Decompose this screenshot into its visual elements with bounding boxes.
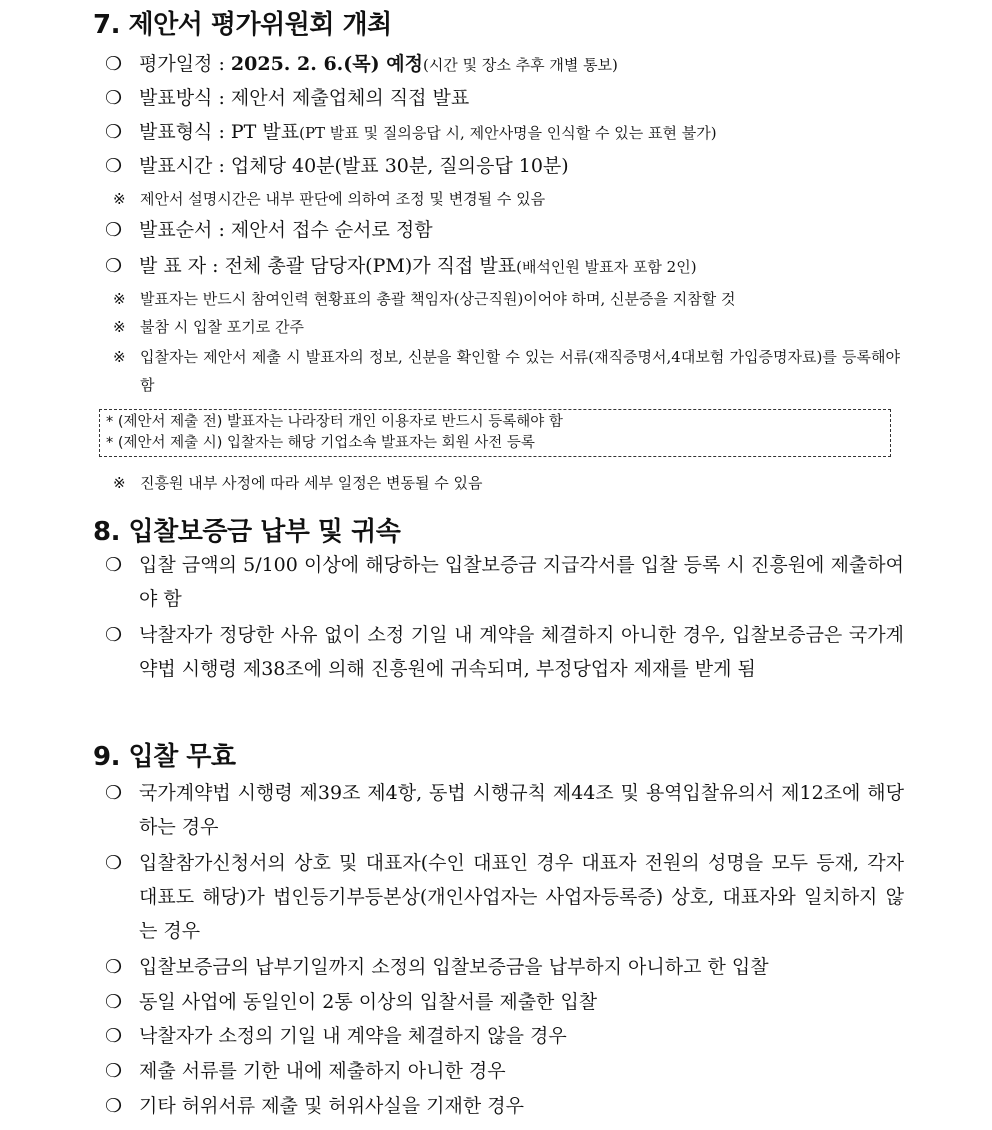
item-main-text: 평가일정 : 2025. 2. 6.(목) 예정 bbox=[139, 53, 423, 75]
notice-line: * (제안서 제출 전) 발표자는 나라장터 개인 이용자로 반드시 등록해야 함 bbox=[106, 414, 563, 430]
note-text: 입찰자는 제안서 제출 시 발표자의 정보, 신분을 확인할 수 있는 서류(재직증명서,4대보험 가입증명자료)를 등록해야 함 bbox=[140, 348, 900, 394]
item-main-text: 발 표 자 : 전체 총괄 담당자(PM)가 직접 발표 bbox=[139, 255, 517, 277]
reference-mark-icon: ※ bbox=[113, 290, 126, 308]
item-invalid-false-documents bbox=[105, 1089, 904, 1123]
item-invalid-law bbox=[105, 776, 904, 844]
bullet-icon: ❍ bbox=[105, 991, 123, 1013]
reference-mark-icon: ※ bbox=[113, 348, 126, 366]
bullet-icon: ❍ bbox=[105, 87, 123, 109]
item-note-text: (시간 및 장소 추후 개별 통보) bbox=[422, 56, 618, 74]
notice-line: * (제안서 제출 시) 입찰자는 해당 기업소속 발표자는 회원 사전 등록 bbox=[106, 435, 535, 451]
item-presentation-format bbox=[105, 115, 904, 150]
item-main-text: 발표순서 : 제안서 접수 순서로 정함 bbox=[139, 219, 433, 241]
bullet-icon: ❍ bbox=[105, 554, 123, 576]
item-invalid-bond-unpaid bbox=[105, 950, 904, 984]
registration-notice-box bbox=[99, 409, 891, 457]
bullet-icon: ❍ bbox=[105, 155, 123, 177]
item-note-text: (배석인원 발표자 포함 2인) bbox=[516, 258, 697, 276]
item-presentation-order bbox=[105, 213, 904, 247]
item-main-text: 발표방식 : 제안서 제출업체의 직접 발표 bbox=[139, 87, 470, 109]
reference-mark-icon: ※ bbox=[113, 318, 126, 336]
item-text: 국가계약법 시행령 제39조 제4항, 동법 시행규칙 제44조 및 용역입찰유의서 제12조에 해당하는 경우 bbox=[139, 782, 904, 838]
bullet-icon: ❍ bbox=[105, 53, 123, 75]
item-main-text: 발표형식 : PT 발표 bbox=[139, 121, 300, 143]
bullet-icon: ❍ bbox=[105, 121, 123, 143]
bullet-icon: ❍ bbox=[105, 852, 123, 874]
item-text: 입찰참가신청서의 상호 및 대표자(수인 대표인 경우 대표자 전원의 성명을 모두 등재, 각자 대표도 해당)가 법인등기부등본상(개인사업자는 사업자등록증) 상호, 대표자와 일치하지 않는 경우 bbox=[139, 852, 904, 942]
note-text: 불참 시 입찰 포기로 간주 bbox=[140, 318, 304, 336]
note-text: 제안서 설명시간은 내부 판단에 의하여 조정 및 변경될 수 있음 bbox=[140, 190, 546, 208]
item-evaluation-date bbox=[105, 47, 904, 82]
reference-mark-icon: ※ bbox=[113, 474, 126, 492]
item-text: 낙찰자가 소정의 기일 내 계약을 체결하지 않을 경우 bbox=[139, 1025, 567, 1047]
item-text: 입찰보증금의 납부기일까지 소정의 입찰보증금을 납부하지 아니하고 한 입찰 bbox=[139, 956, 769, 978]
bullet-icon: ❍ bbox=[105, 255, 123, 277]
item-presentation-method bbox=[105, 81, 904, 115]
bullet-icon: ❍ bbox=[105, 219, 123, 241]
item-note-text: (PT 발표 및 질의응답 시, 제안사명을 인식할 수 있는 표현 불가) bbox=[299, 124, 717, 142]
item-text: 동일 사업에 동일인이 2통 이상의 입찰서를 제출한 입찰 bbox=[139, 991, 598, 1013]
note-text: 발표자는 반드시 참여인력 현황표의 총괄 책임자(상근직원)이어야 하며, 신분증을 지참할 것 bbox=[140, 290, 736, 308]
item-text: 입찰 금액의 5/100 이상에 해당하는 입찰보증금 지급각서를 입찰 등록 시 진흥원에 제출하여야 함 bbox=[139, 554, 904, 610]
item-bid-bond-submission bbox=[105, 548, 904, 616]
note-time-adjustment bbox=[113, 185, 900, 213]
item-main-text: 발표시간 : 업체당 40분(발표 30분, 질의응답 10분) bbox=[139, 155, 569, 177]
item-invalid-representative bbox=[105, 846, 904, 948]
note-presenter-requirement bbox=[113, 285, 900, 313]
note-schedule-change bbox=[113, 469, 900, 497]
bullet-icon: ❍ bbox=[105, 1025, 123, 1047]
bullet-icon: ❍ bbox=[105, 1095, 123, 1117]
bullet-icon: ❍ bbox=[105, 1060, 123, 1082]
section-8-heading: 8. 입찰보증금 납부 및 귀속 bbox=[93, 517, 401, 547]
item-invalid-duplicate-bid bbox=[105, 985, 904, 1019]
note-text: 진흥원 내부 사정에 따라 세부 일정은 변동될 수 있음 bbox=[140, 474, 483, 492]
section-7-heading: 7. 제안서 평가위원회 개최 bbox=[93, 10, 392, 40]
item-presentation-time bbox=[105, 149, 904, 183]
note-registration bbox=[113, 343, 900, 399]
item-presenter bbox=[105, 249, 904, 284]
item-text: 기타 허위서류 제출 및 허위사실을 기재한 경우 bbox=[139, 1095, 524, 1117]
item-text: 제출 서류를 기한 내에 제출하지 아니한 경우 bbox=[139, 1060, 506, 1082]
item-text: 낙찰자가 정당한 사유 없이 소정 기일 내 계약을 체결하지 아니한 경우, 입찰보증금은 국가계약법 시행령 제38조에 의해 진흥원에 귀속되며, 부정당업자 제재를 받게 됨 bbox=[139, 624, 904, 680]
reference-mark-icon: ※ bbox=[113, 190, 126, 208]
section-9-heading: 9. 입찰 무효 bbox=[93, 742, 236, 772]
item-invalid-no-contract bbox=[105, 1019, 904, 1053]
bullet-icon: ❍ bbox=[105, 624, 123, 646]
item-bid-bond-forfeit bbox=[105, 618, 904, 686]
note-absence bbox=[113, 313, 900, 341]
item-invalid-late-documents bbox=[105, 1054, 904, 1088]
bullet-icon: ❍ bbox=[105, 956, 123, 978]
bullet-icon: ❍ bbox=[105, 782, 123, 804]
